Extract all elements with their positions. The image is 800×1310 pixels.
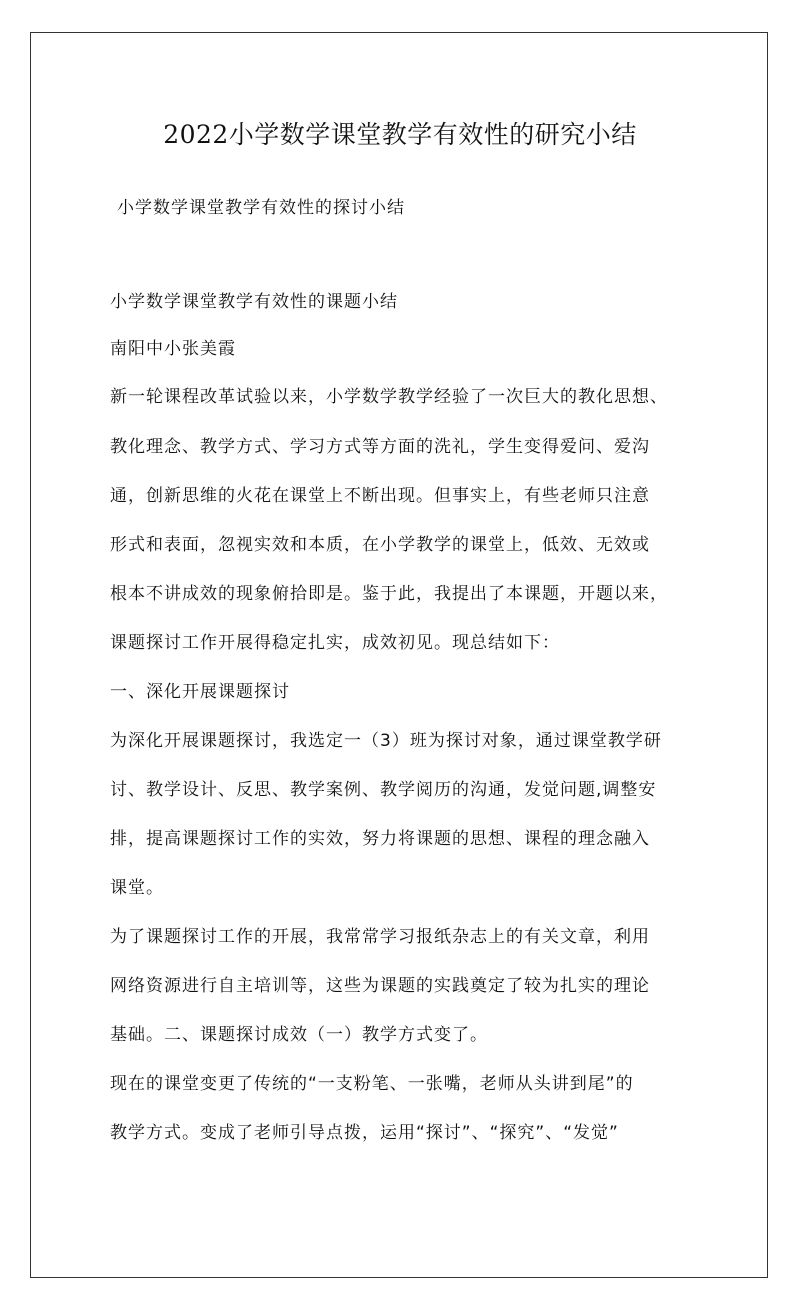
body-line: 教学方式。变成了老师引导点拨，运用“探讨”、“探究”、“发觉” [110,1123,619,1143]
body-line: 南阳中小张美霞 [110,339,236,359]
body-line: 通，创新思维的火花在课堂上不断出现。但事实上，有些老师只注意 [110,486,650,506]
body-line: 形式和表面，忽视实效和本质，在小学教学的课堂上，低效、无效或 [110,535,650,555]
body-line: 小学数学课堂教学有效性的课题小结 [110,292,398,312]
body-line: 课题探讨工作开展得稳定扎实，成效初见。现总结如下： [110,633,560,653]
body-line: 基础。二、课题探讨成效（一）教学方式变了。 [110,1025,488,1045]
body-line: 根本不讲成效的现象俯拾即是。鉴于此，我提出了本课题，开题以来， [110,584,668,604]
body-line: 网络资源进行自主培训等，这些为课题的实践奠定了较为扎实的理论 [110,976,650,996]
body-line: 讨、教学设计、反思、教学案例、教学阅历的沟通，发觉问题,调整安 [110,780,657,800]
body-line: 课堂。 [110,878,164,898]
document-title: 2022小学数学课堂教学有效性的研究小结 [163,120,637,149]
document-subtitle: 小学数学课堂教学有效性的探讨小结 [117,198,405,218]
body-line: 为深化开展课题探讨，我选定一（3）班为探讨对象，通过课堂教学研 [110,731,662,751]
section-heading: 一、深化开展课题探讨 [110,682,290,702]
body-line: 现在的课堂变更了传统的“一支粉笔、一张嘴，老师从头讲到尾”的 [110,1074,634,1094]
document-body [110,278,700,1158]
body-line: 排，提高课题探讨工作的实效，努力将课题的思想、课程的理念融入 [110,829,650,849]
body-line: 为了课题探讨工作的开展，我常常学习报纸杂志上的有关文章，利用 [110,927,650,947]
body-line: 教化理念、教学方式、学习方式等方面的洗礼，学生变得爱问、爱沟 [110,437,650,457]
body-line: 新一轮课程改革试验以来，小学数学教学经验了一次巨大的教化思想、 [110,387,668,407]
